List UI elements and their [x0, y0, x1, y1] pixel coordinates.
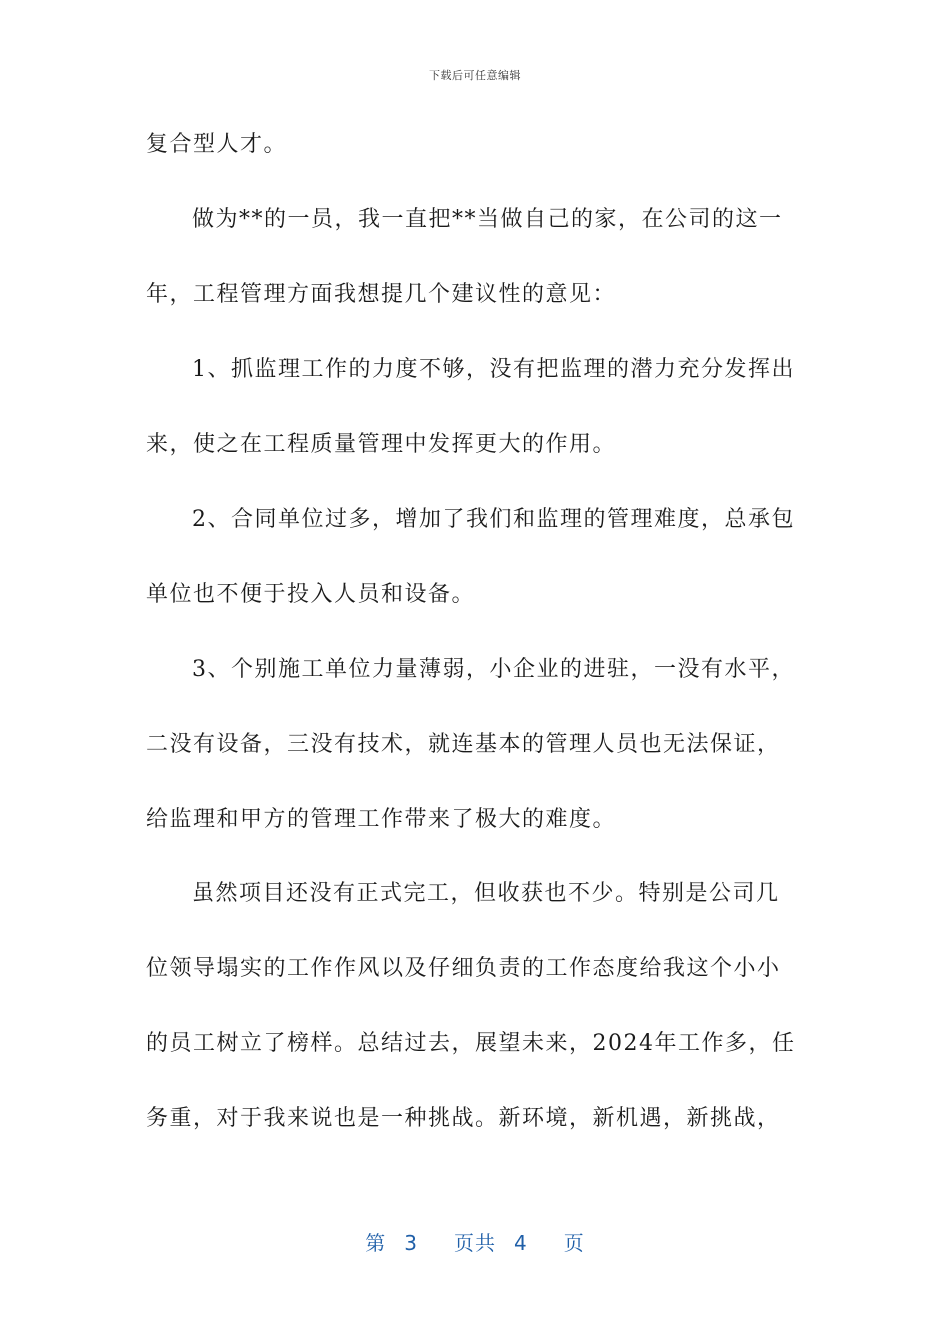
text-line: 位领导塌实的工作作风以及仔细负责的工作态度给我这个小小 [146, 956, 781, 981]
page-number-footer [0, 1227, 950, 1256]
page-middle: 页共 [454, 1231, 496, 1255]
text-line: 二没有设备，三没有技术，就连基本的管理人员也无法保证， [146, 732, 781, 757]
page-prefix: 第 [365, 1231, 387, 1255]
text-line: 年，工程管理方面我想提几个建议性的意见： [146, 282, 617, 307]
text-line: 1、抓监理工作的力度不够，没有把监理的潜力充分发挥出 [192, 357, 795, 382]
page-suffix: 页 [563, 1231, 585, 1255]
current-page-number: 3 [404, 1231, 418, 1255]
text-line: 做为**的一员，我一直把**当做自己的家，在公司的这一 [192, 207, 783, 232]
text-line: 虽然项目还没有正式完工，但收获也不少。特别是公司几 [192, 881, 780, 906]
text-line: 给监理和甲方的管理工作带来了极大的难度。 [146, 807, 617, 832]
total-page-number: 4 [514, 1231, 528, 1255]
page-header-note: 下载后可任意编辑 [429, 69, 521, 82]
text-line: 务重，对于我来说也是一种挑战。新环境，新机遇，新挑战， [146, 1106, 781, 1131]
text-line: 的员工树立了榜样。总结过去，展望未来，2024年工作多，任 [146, 1031, 796, 1056]
text-line: 2、合同单位过多，增加了我们和监理的管理难度，总承包 [192, 507, 795, 532]
text-line: 复合型人才。 [146, 132, 288, 157]
text-line: 单位也不便于投入人员和设备。 [146, 582, 476, 607]
text-line: 3、个别施工单位力量薄弱，小企业的进驻，一没有水平， [192, 657, 795, 682]
text-line: 来，使之在工程质量管理中发挥更大的作用。 [146, 432, 617, 457]
